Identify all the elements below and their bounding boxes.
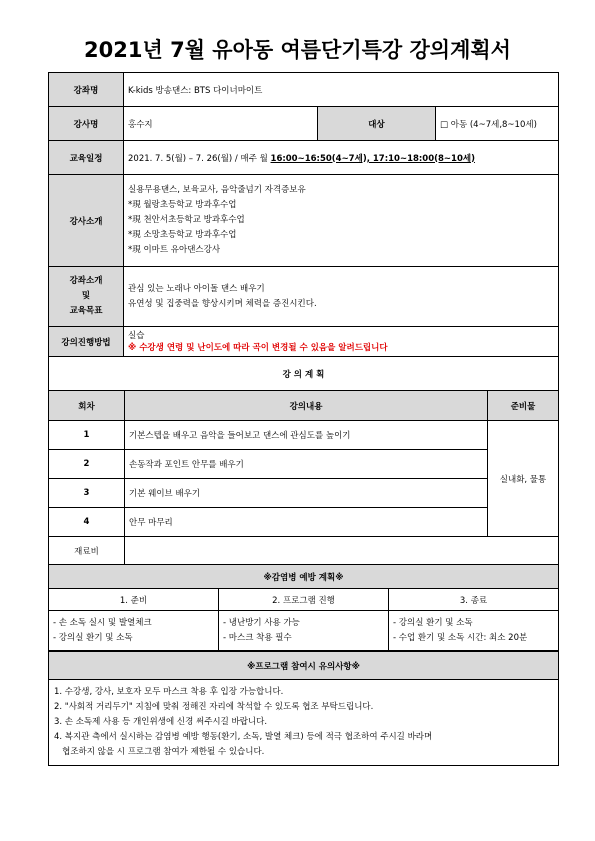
- material-fee-value: [125, 537, 559, 565]
- session-number: 1: [49, 421, 125, 450]
- col-materials-header: 준비물: [488, 391, 559, 421]
- list-item: 2. "사회적 거리두기" 지침에 맞춰 정해진 자리에 착석할 수 있도록 협조 부탁드립니다.: [54, 702, 374, 712]
- instructor-value: 홍수지: [124, 107, 318, 141]
- schedule-times: 16:00~16:50(4~7세), 17:10~18:00(8~10세): [270, 153, 475, 164]
- list-item: - 강의실 환기 및 소독: [53, 632, 133, 643]
- list-item: 3. 손 소독제 사용 등 개인위생에 신경 써주시길 바랍니다.: [54, 717, 268, 727]
- intro-line: *現 월랑초등학교 방과후수업: [128, 200, 237, 210]
- course-name-value: K-kids 방송댄스: BTS 다이너마이트: [124, 73, 559, 107]
- list-item: - 손 소독 실시 및 발열체크: [53, 617, 152, 628]
- schedule-label: 교육일정: [49, 141, 124, 175]
- session-number: 2: [49, 450, 125, 479]
- goal-line: 관심 있는 노래나 아이돌 댄스 배우기: [128, 283, 265, 294]
- list-item: 협조하지 않을 시 프로그램 참여가 제한될 수 있습니다.: [54, 747, 265, 757]
- goal-label-line: 교육목표: [69, 306, 103, 316]
- method-label: 강의진행방법: [49, 327, 124, 357]
- end-items: [389, 611, 559, 651]
- table-row: [49, 450, 559, 479]
- prep-items: [49, 611, 219, 651]
- goal-label: [49, 267, 124, 327]
- program-header: 2. 프로그램 진행: [219, 589, 389, 611]
- schedule-dates: 2021. 7. 5(월) – 7. 26(월) / 매주 월: [128, 153, 271, 164]
- material-fee-label: 재료비: [49, 537, 125, 565]
- checkbox-icon: □: [440, 119, 449, 130]
- session-content: 안무 마무리: [125, 508, 488, 537]
- session-number: 3: [49, 479, 125, 508]
- list-item: 4. 복지관 측에서 실시하는 감염병 예방 행동(환기, 소독, 발열 체크) 등에 적극 협조하여 주시길 바라며: [54, 732, 433, 742]
- notice-items: [49, 680, 559, 766]
- goal-value: [124, 267, 559, 327]
- course-name-label: 강좌명: [49, 73, 124, 107]
- col-content-header: 강의내용: [125, 391, 488, 421]
- table-row: [49, 508, 559, 537]
- goal-label-line: 강좌소개: [69, 276, 103, 286]
- method-line: 실습: [128, 330, 145, 341]
- notice-header: ※프로그램 참여시 유의사항※: [49, 652, 559, 680]
- session-content: 기본스텝을 배우고 음악을 들어보고 댄스에 관심도를 높이기: [125, 421, 488, 450]
- method-value: [124, 327, 559, 357]
- intro-line: *現 이마트 유아댄스강사: [128, 245, 221, 255]
- table-row: [49, 479, 559, 508]
- target-value: 아동 (4~7세,8~10세): [450, 119, 537, 130]
- page-title: 2021년 7월 유아동 여름단기특강 강의계획서: [84, 38, 511, 62]
- plan-header: 강 의 계 획: [49, 357, 559, 391]
- materials-value: 실내화, 물통: [488, 421, 559, 537]
- list-item: - 마스크 착용 필수: [223, 632, 292, 643]
- method-notice: ※ 수강생 연령 및 난이도에 따라 곡이 변경될 수 있음을 알려드립니다: [128, 342, 388, 353]
- table-row: [49, 421, 559, 450]
- notice-table: [48, 651, 559, 766]
- intro-value: [124, 175, 559, 267]
- target-cell: [436, 107, 559, 141]
- intro-line: *現 천안서초등학교 방과후수업: [128, 215, 245, 225]
- session-content: 손동작과 포인트 안무를 배우기: [125, 450, 488, 479]
- session-content: 기본 웨이브 배우기: [125, 479, 488, 508]
- goal-label-line: 및: [81, 291, 91, 301]
- end-header: 3. 종료: [389, 589, 559, 611]
- intro-line: 실용무용댄스, 보육교사, 음악줄넘기 자격증보유: [128, 185, 306, 195]
- lecture-plan-table: [48, 356, 559, 565]
- course-info-table: [48, 72, 559, 357]
- infection-prevention-table: [48, 564, 559, 651]
- prep-header: 1. 준비: [49, 589, 219, 611]
- instructor-label: 강사명: [49, 107, 124, 141]
- infection-header: ※감염병 예방 계획※: [49, 565, 559, 589]
- list-item: - 강의실 환기 및 소독: [393, 617, 473, 628]
- list-item: 1. 수강생, 강사, 보호자 모두 마스크 착용 후 입장 가능합니다.: [54, 687, 284, 697]
- session-number: 4: [49, 508, 125, 537]
- program-items: [219, 611, 389, 651]
- col-session-header: 회차: [49, 391, 125, 421]
- target-label: 대상: [318, 107, 436, 141]
- intro-line: *現 소망초등학교 방과후수업: [128, 230, 237, 240]
- list-item: - 냉난방기 사용 가능: [223, 617, 300, 628]
- schedule-value: [124, 141, 559, 175]
- list-item: - 수업 환기 및 소독 시간: 최소 20분: [393, 632, 528, 643]
- goal-line: 유연성 및 집중력을 향상시키며 체력을 증진시킨다.: [128, 298, 317, 309]
- intro-label: 강사소개: [49, 175, 124, 267]
